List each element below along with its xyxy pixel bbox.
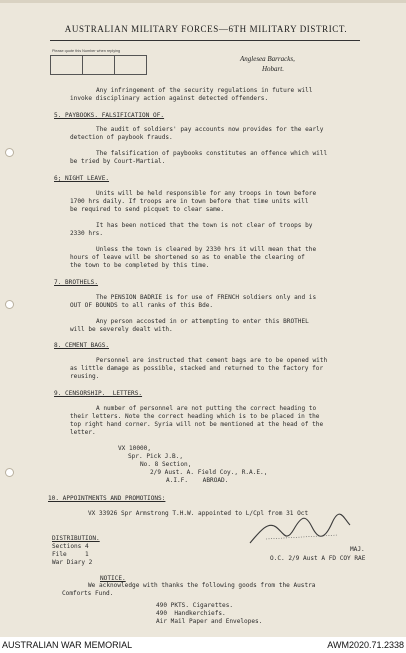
paragraph-line: the town to be completed by this time. [70, 262, 210, 269]
appointment-line: VX 33926 Spr Armstrong T.H.W. appointed to L/Cpl from 31 Oct [88, 510, 309, 517]
paragraph-line: as little damage as possible, stacked and returned to the factory for [70, 365, 324, 372]
footer-accession-number: AWM2020.71.2338 [327, 640, 404, 650]
example-address-line: A.I.F. ABROAD. [166, 477, 229, 484]
paragraph-line: OUT OF BOUNDS to all ranks of this Bde. [70, 302, 214, 309]
quote-number-note: Please quote this Number when replying [52, 49, 121, 53]
barracks-address: Anglesea Barracks, [240, 55, 295, 63]
paragraph-line: be tried by Court-Martial. [70, 158, 166, 165]
intro-line: Any infringement of the security regulations in future will [96, 87, 313, 94]
notice-item: Air Mail Paper and Envelopes. [156, 618, 263, 625]
section-7-heading: 7. BROTHELS. [54, 279, 99, 286]
paragraph-line: detection of paybook frauds. [70, 134, 173, 141]
section-9-heading: 9. CENSORSHIP. LETTERS. [54, 390, 143, 397]
paragraph-line: Personnel are instructed that cement bags are to be opened with [96, 357, 328, 364]
paragraph-line: reusing. [70, 373, 100, 380]
notice-line: Comforts Fund. [62, 590, 114, 597]
signatory-title: O.C. 2/9 Aust A FD COY RAE [270, 555, 366, 562]
punch-hole [5, 300, 14, 309]
notice-item: 490 Handkerchiefs. [156, 610, 226, 617]
paragraph-line: letter. [70, 429, 96, 436]
example-address-line: No. 8 Section, [140, 461, 192, 468]
reference-box [50, 55, 83, 75]
letterhead-title: AUSTRALIAN MILITARY FORCES—6TH MILITARY DISTRICT. [64, 24, 348, 34]
archive-footer [0, 637, 406, 653]
punch-hole [5, 468, 14, 477]
paragraph-line: hours of leave will be shortened so as to enable the clearing of [70, 254, 305, 261]
notice-heading: NOTICE. [100, 575, 126, 582]
paragraph-line: The falsification of paybooks constitutes an offence which will [96, 150, 328, 157]
distribution-heading: DISTRIBUTION. [52, 535, 100, 542]
paragraph-line: The PENSION BADRIE is for use of FRENCH soldiers only and is [96, 294, 317, 301]
signatory-rank: MAJ. [350, 546, 365, 553]
reference-box [82, 55, 115, 75]
paragraph-line: Unless the town is cleared by 2330 hrs it will mean that the [96, 246, 317, 253]
footer-institution: AUSTRALIAN WAR MEMORIAL [2, 640, 133, 650]
paragraph-line: 1700 hrs daily. If troops are in town before that time units will [70, 198, 309, 205]
example-address-line: VX 10000, [118, 445, 152, 452]
paragraph-line: The audit of soldiers' pay accounts now provides for the early [96, 126, 324, 133]
letterhead-rule [50, 40, 360, 41]
paragraph-line: 2330 hrs. [70, 230, 104, 237]
paper-edge [0, 0, 406, 3]
punch-hole [5, 148, 14, 157]
section-8-heading: 8. CEMENT BAGS. [54, 342, 110, 349]
example-address-line: Spr. Pick J.B., [128, 453, 184, 460]
distribution-row: File 1 [52, 551, 89, 558]
paragraph-line: Units will be held responsible for any troops in town before [96, 190, 317, 197]
handwritten-signature [246, 513, 356, 549]
barracks-city: Hobart. [262, 65, 284, 73]
paragraph-line: their letters. Note the correct heading which is to be placed in the [70, 413, 320, 420]
section-5-heading: 5. PAYBOOKS. FALSIFICATION OF. [54, 112, 165, 119]
distribution-row: War Diary 2 [52, 559, 93, 566]
reference-box [114, 55, 147, 75]
section-6-heading: 6; NIGHT LEAVE. [54, 175, 110, 182]
section-10-heading: 10. APPOINTMENTS AND PROMOTIONS: [48, 495, 166, 502]
distribution-row: Sections 4 [52, 543, 89, 550]
paragraph-line: will be severely dealt with. [70, 326, 173, 333]
paragraph-line: Any person accosted in or attempting to enter this BROTHEL [96, 318, 309, 325]
intro-line: invoke disciplinary action against detected offenders. [70, 95, 269, 102]
paragraph-line: A number of personnel are not putting the correct heading to [96, 405, 317, 412]
paragraph-line: It has been noticed that the town is not clear of troops by [96, 222, 313, 229]
example-address-line: 2/9 Aust. A. Field Coy., R.A.E., [150, 469, 268, 476]
notice-item: 490 PKTS. Cigarettes. [156, 602, 234, 609]
notice-line: We acknowledge with thanks the following goods from the Austra [88, 582, 316, 589]
reference-number-boxes [50, 55, 146, 75]
paragraph-line: be required to send picquet to clear same. [70, 206, 225, 213]
paragraph-line: top right hand corner. Syria will not be mentioned at the head of the [70, 421, 324, 428]
